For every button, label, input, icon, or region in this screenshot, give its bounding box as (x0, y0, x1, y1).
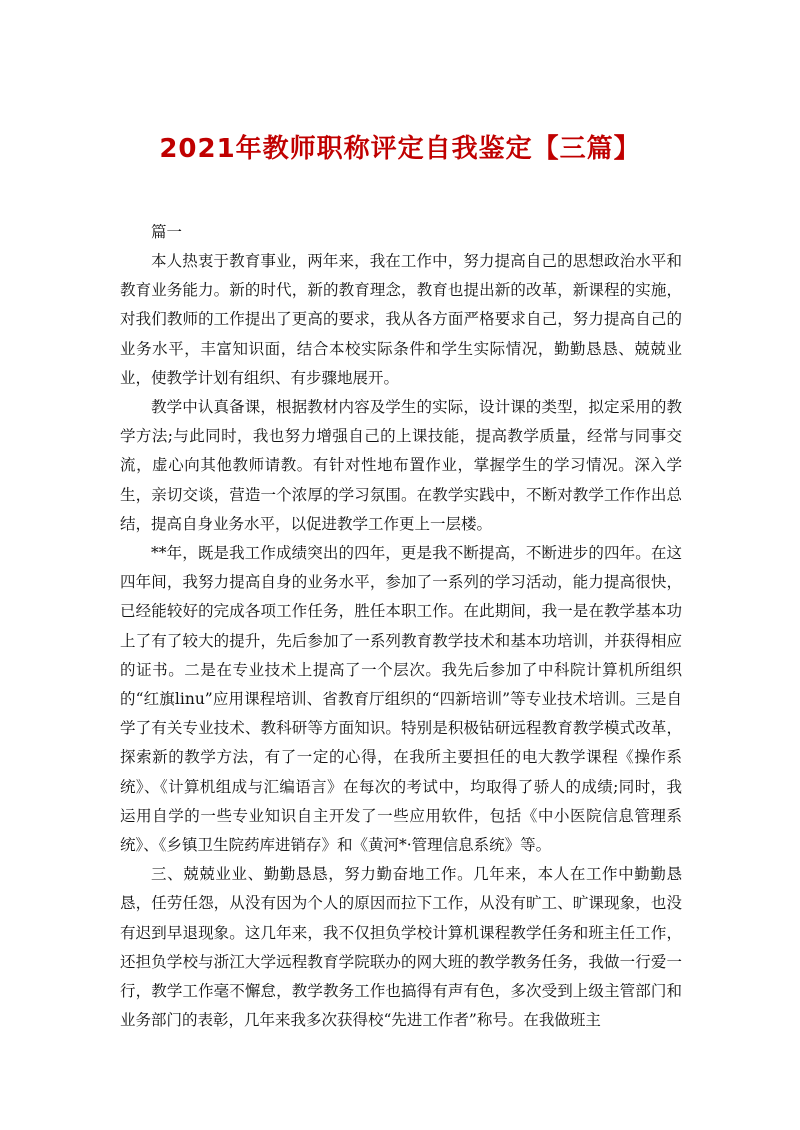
paragraph-1: 本人热衷于教育事业，两年来，我在工作中，努力提高自己的思想政治水平和教育业务能力。新的时代，新的教育理念，教育也提出新的改革，新课程的实施，对我们教师的工作提出了更高的要求，我从各方面严格要求自己，努力提高自己的业务水平，丰富知识面，结合本校实际条件和学生实际情况，勤勤恳恳、兢兢业业，使教学计划有组织、有步骤地展开。 (120, 252, 682, 387)
paragraph-2: 教学中认真备课，根据教材内容及学生的实际，设计课的类型，拟定采用的教学方法;与此同时，我也努力增强自己的上课技能，提高教学质量，经常与同事交流，虚心向其他教师请教。有针对性地布置作业，掌握学生的学习情况。深入学生，亲切交谈，营造一个浓厚的学习氛围。在教学实践中，不断对教学工作作出总结，提高自身业务水平，以促进教学工作更上一层楼。 (120, 398, 682, 533)
paragraph-4: 三、兢兢业业、勤勤恳恳，努力勤奋地工作。几年来，本人在工作中勤勤恳恳，任劳任怨，从没有因为个人的原因而拉下工作，从没有旷工、旷课现象，也没有迟到早退现象。这几年来，我不仅担负学校计算机课程教学任务和班主任工作，还担负学校与浙江大学远程教育学院联办的网大班的教学教务任务，我做一行爱一行，教学工作毫不懈怠，教学教务工作也搞得有声有色，多次受到上级主管部门和业务部门的表彰，几年来我多次获得校“先进工作者”称号。在我做班主 (120, 865, 682, 1030)
document-title: 2021年教师职称评定自我鉴定【三篇】 (159, 134, 641, 164)
section-label: 篇一 (151, 223, 183, 241)
document-body (120, 218, 682, 1035)
paragraph-3: **年，既是我工作成绩突出的四年，更是我不断提高，不断进步的四年。在这四年间，我努力提高自身的业务水平，参加了一系列的学习活动，能力提高很快，已经能较好的完成各项工作任务，胜任本职工作。在此期间，我一是在教学基本功上了有了较大的提升，先后参加了一系列教育教学技术和基本功培训，并获得相应的证书。二是在专业技术上提高了一个层次。我先后参加了中科院计算机所组织的“红旗linu”应用课程培训、省教育厅组织的“四新培训”等专业技术培训。三是自学了有关专业技术、教科研等方面知识。特别是积极钻研远程教育教学模式改革，探索新的教学方法，有了一定的心得，在我所主要担任的电大教学课程《操作系统》、《计算机组成与汇编语言》在每次的考试中，均取得了骄人的成绩;同时，我运用自学的一些专业知识自主开发了一些应用软件，包括《中小医院信息管理系统》、《乡镇卫生院药库进销存》和《黄河*·管理信息系统》等。 (120, 544, 682, 855)
